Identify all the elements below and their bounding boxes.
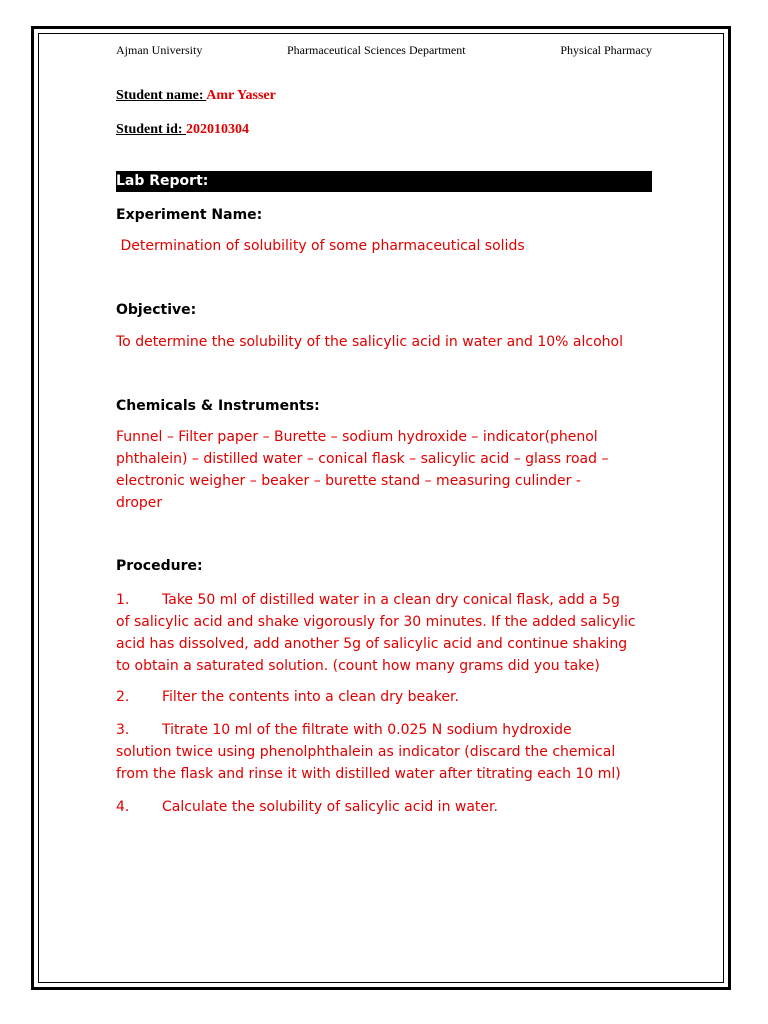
step-text: to obtain a saturated solution. (count how many grams did you take) <box>116 658 600 674</box>
step-text: Filter the contents into a clean dry beaker. <box>162 689 459 705</box>
experiment-text: Determination of solubility of some pharmaceutical solids <box>116 238 525 254</box>
student-id-value: 202010304 <box>186 122 250 137</box>
chemicals-line: droper <box>116 495 163 511</box>
header-course: Physical Pharmacy <box>560 43 652 57</box>
chemicals-line: Funnel – Filter paper – Burette – sodium hydroxide – indicator(phenol <box>116 429 598 445</box>
student-id-field <box>116 122 249 138</box>
chemicals-text <box>116 426 656 514</box>
student-name-label: Student name: <box>116 88 207 103</box>
chemicals-heading: Chemicals & Instruments: <box>116 398 320 414</box>
procedure-step-2 <box>116 686 656 708</box>
page-header <box>116 43 652 59</box>
step-number: 1. <box>116 592 130 608</box>
step-text: solution twice using phenolphthalein as indicator (discard the chemical <box>116 744 616 760</box>
procedure-step-4 <box>116 796 656 818</box>
step-text: Take 50 ml of distilled water in a clean dry conical flask, add a 5g <box>162 592 620 608</box>
lab-report-bar: Lab Report: <box>116 171 652 192</box>
student-name-value: Amr Yasser <box>206 88 276 103</box>
objective-text: To determine the solubility of the salicylic acid in water and 10% alcohol <box>116 334 623 350</box>
chemicals-line: phthalein) – distilled water – conical flask – salicylic acid – glass road – <box>116 451 609 467</box>
step-text: of salicylic acid and shake vigorously for 30 minutes. If the added salicylic <box>116 614 636 630</box>
student-id-label: Student id: <box>116 122 187 137</box>
step-number: 3. <box>116 722 130 738</box>
procedure-step-3 <box>116 719 656 785</box>
procedure-heading: Procedure: <box>116 558 203 574</box>
procedure-step-1 <box>116 589 656 677</box>
step-text: Titrate 10 ml of the filtrate with 0.025 N sodium hydroxide <box>162 722 572 738</box>
header-university: Ajman University <box>116 43 203 57</box>
step-text: Calculate the solubility of salicylic acid in water. <box>162 799 498 815</box>
step-number: 2. <box>116 689 130 705</box>
step-text: from the flask and rinse it with distilled water after titrating each 10 ml) <box>116 766 621 782</box>
student-name-field <box>116 88 276 104</box>
header-department: Pharmaceutical Sciences Department <box>287 43 466 57</box>
step-number: 4. <box>116 799 130 815</box>
objective-heading: Objective: <box>116 302 197 318</box>
step-text: acid has dissolved, add another 5g of salicylic acid and continue shaking <box>116 636 628 652</box>
experiment-heading: Experiment Name: <box>116 207 263 223</box>
chemicals-line: electronic weigher – beaker – burette stand – measuring culinder - <box>116 473 581 489</box>
